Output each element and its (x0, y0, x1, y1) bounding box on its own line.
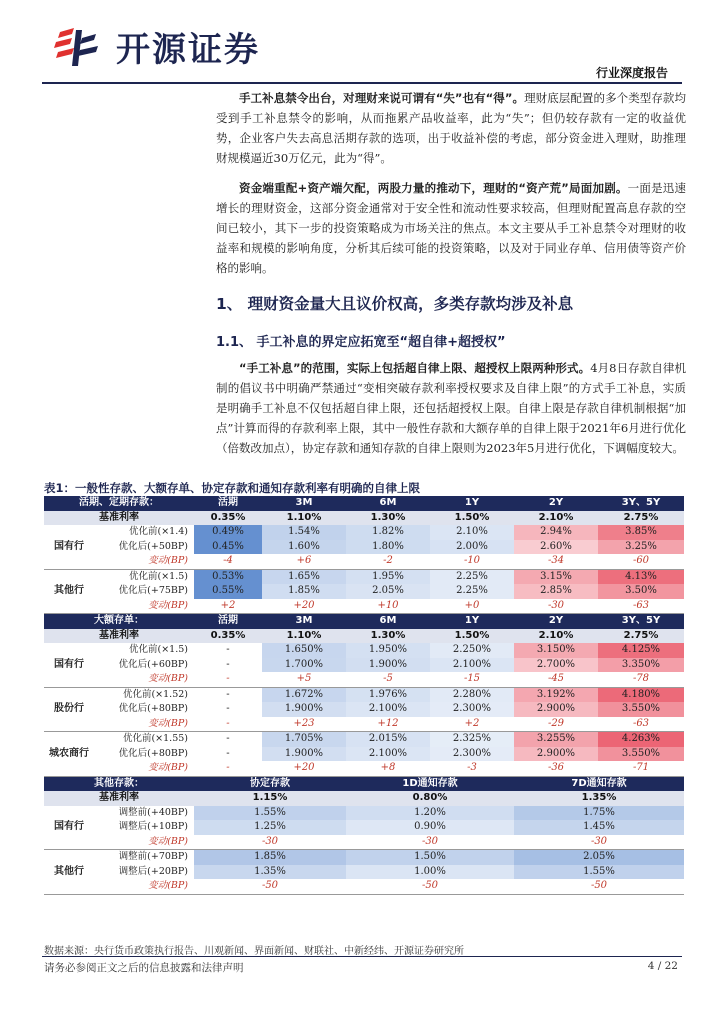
row-label-cell: 优化前(×1.52) (122, 688, 188, 700)
base-rate-cell: 1.10% (262, 629, 346, 644)
rate-cell: -50 (346, 879, 514, 894)
bank-type-cell: 其他行 (44, 850, 94, 895)
base-rate-cell: 1.50% (430, 629, 514, 644)
rate-cell: -45 (514, 672, 598, 687)
rate-table-grid (44, 496, 684, 895)
rate-cell: 2.25% (430, 584, 514, 599)
base-rate-cell: 1.30% (346, 629, 430, 644)
row-label-cell: 优化前(×1.55) (122, 733, 188, 744)
table-header-cell: 1D通知存款 (346, 776, 514, 791)
rate-table (44, 496, 684, 895)
bank-type-cell: 股份行 (44, 687, 94, 732)
rate-cell: -15 (430, 672, 514, 687)
rate-cell: 1.45% (514, 820, 684, 835)
rate-cell: -63 (598, 599, 684, 614)
base-rate-cell: 1.15% (194, 791, 346, 806)
rate-cell: 1.95% (346, 569, 430, 584)
table-header-cell: 1Y (430, 496, 514, 511)
rate-cell: 3.350% (598, 658, 684, 673)
brand-logo (52, 22, 260, 71)
rate-cell: -4 (194, 554, 262, 569)
rate-cell: 2.10% (430, 525, 514, 540)
table-row (44, 643, 684, 658)
rate-cell: 1.900% (346, 658, 430, 673)
table-header-cell: 3Y、5Y (598, 614, 684, 629)
rate-cell: 1.950% (346, 643, 430, 658)
row-label-cell: 调整后(+10BP) (118, 821, 188, 832)
base-rate-cell: 0.35% (194, 629, 262, 644)
table-header-row (44, 614, 684, 629)
paragraph-2-text: 一面是迅速增长的理财资金，这部分资金通常对于安全性和流动性要求较高，但理财配置高息存款的空间已较小，其下一步的投资策略成为市场关注的焦点。本文主要从手工补息禁令对理财的收益率和规模的影响角度，分析其后续可能的投资策略，以及对于同业存单、信用债等资产价格的影响。 (216, 181, 687, 275)
rate-cell: - (194, 672, 262, 687)
data-source: 数据来源：央行货币政策执行报告、川观新闻、界面新闻、财联社、中新经纬、开源证券研究所 (44, 946, 464, 957)
paragraph-3-text: 4月8日存款自律机制的倡议书中明确严禁通过“变相突破存款利率授权要求及自律上限”的方式手工补息，实质是明确手工补息不仅包括超自律上限，还包括超授权上限。自律上限是存款自律机制根据“加点”计算而得的存款利率上限，其中一般性存款和大额存单的自律上限于2021年6月进行优化（倍数改加点），协定存款和通知存款的自律上限则为2023年5月进行优化，下调幅度较大。 (216, 361, 686, 455)
rate-cell: +20 (262, 599, 346, 614)
row-label-cell: 优化前(×1.5) (129, 570, 188, 582)
rate-cell: +2 (430, 717, 514, 732)
base-rate-row (44, 791, 684, 806)
paragraph-3-lead: “手工补息”的范围，实际上包括超自律上限、超授权上限两种形式。 (239, 361, 591, 375)
base-rate-label: 基准利率 (44, 511, 194, 526)
rate-cell: 2.325% (430, 732, 514, 747)
row-label-cell: 变动(BP) (94, 672, 194, 687)
paragraph-2 (216, 178, 686, 278)
base-rate-cell: 2.75% (598, 511, 684, 526)
rate-cell: -3 (430, 761, 514, 776)
rate-cell: 3.550% (598, 702, 684, 717)
rate-cell: -30 (514, 835, 684, 850)
base-rate-cell: 2.10% (514, 629, 598, 644)
table-row (44, 702, 684, 717)
rate-cell: 0.45% (194, 540, 262, 555)
table-header-cell: 活期 (194, 614, 262, 629)
rate-cell: 2.25% (430, 569, 514, 584)
rate-cell: 2.015% (346, 732, 430, 747)
row-label-cell: 优化后(+50BP) (118, 540, 188, 552)
row-label-cell: 优化前(×1.4) (129, 526, 188, 537)
rate-cell: 3.85% (598, 525, 684, 540)
table-row (44, 835, 684, 850)
row-label-cell: 变动(BP) (94, 879, 194, 894)
rate-cell: - (194, 761, 262, 776)
rate-cell: 1.25% (194, 820, 346, 835)
rate-cell: -30 (346, 835, 514, 850)
row-label-cell: 优化后(+80BP) (118, 703, 188, 714)
table-header-cell: 6M (346, 614, 430, 629)
table-row (44, 879, 684, 894)
main-text (216, 88, 686, 468)
rate-cell: 2.00% (430, 540, 514, 555)
rate-cell: -36 (514, 761, 598, 776)
table-row (44, 672, 684, 687)
rate-cell: 1.00% (346, 865, 514, 880)
rate-cell: 1.35% (194, 865, 346, 880)
rate-cell: +10 (346, 599, 430, 614)
rate-cell: - (194, 717, 262, 732)
rate-cell: 3.25% (598, 540, 684, 555)
rate-cell: 1.54% (262, 525, 346, 540)
rate-cell: 1.85% (262, 584, 346, 599)
rate-cell: -50 (194, 879, 346, 894)
paragraph-1-lead: 手工补息禁令出台，对理财来说可谓有“失”也有“得”。 (239, 91, 525, 105)
rate-cell: 2.94% (514, 525, 598, 540)
rate-cell: -78 (598, 672, 684, 687)
rate-cell: 1.20% (346, 806, 514, 821)
table-header-cell: 2Y (514, 496, 598, 511)
base-rate-cell: 2.10% (514, 511, 598, 526)
base-rate-label: 基准利率 (44, 629, 194, 644)
table-row (44, 865, 684, 880)
table-row (44, 569, 684, 584)
rate-cell: 2.100% (346, 747, 430, 762)
rate-cell: 2.700% (514, 658, 598, 673)
table-row (44, 806, 684, 821)
rate-cell: -50 (514, 879, 684, 894)
row-label-cell: 变动(BP) (94, 761, 194, 776)
rate-cell: - (226, 733, 230, 744)
rate-cell: -30 (514, 599, 598, 614)
rate-cell: - (226, 658, 230, 670)
rate-cell: 3.550% (598, 747, 684, 762)
bank-type-cell: 国有行 (44, 643, 94, 687)
base-rate-cell: 0.35% (194, 511, 262, 526)
table-row (44, 599, 684, 614)
rate-cell: 4.125% (598, 643, 684, 658)
base-rate-cell: 2.75% (598, 629, 684, 644)
page-number: 4 / 22 (647, 960, 678, 972)
rate-cell: -10 (430, 554, 514, 569)
rate-cell: - (226, 747, 230, 759)
rate-cell: 2.900% (514, 747, 598, 762)
table-header-cell: 3M (262, 496, 346, 511)
table-title: 表1：一般性存款、大额存单、协定存款和通知存款利率有明确的自律上限 (44, 481, 420, 495)
rate-cell: 0.53% (194, 569, 262, 584)
rate-cell: 1.60% (262, 540, 346, 555)
rate-cell: 2.280% (430, 687, 514, 702)
rate-cell: 0.90% (346, 820, 514, 835)
base-rate-cell: 1.10% (262, 511, 346, 526)
table-header-cell: 3M (262, 614, 346, 629)
row-label-cell: 变动(BP) (94, 835, 194, 850)
rate-cell: 2.85% (514, 584, 598, 599)
rate-cell: 2.300% (430, 747, 514, 762)
paragraph-2-lead: 资金端重配+资产端欠配，两股力量的推动下，理财的“资产荒”局面加剧。 (239, 181, 628, 195)
bank-type-cell: 城农商行 (44, 732, 94, 777)
section-heading-1: 1、 理财资金量大且议价权高，多类存款均涉及补息 (216, 295, 574, 313)
base-rate-row (44, 629, 684, 644)
rate-cell: 1.80% (346, 540, 430, 555)
rate-cell: 1.900% (262, 702, 346, 717)
rate-cell: +0 (430, 599, 514, 614)
row-label-cell: 优化后(+60BP) (118, 658, 188, 670)
rate-cell: +23 (262, 717, 346, 732)
table-row (44, 540, 684, 555)
rate-cell: 2.300% (430, 702, 514, 717)
table-row (44, 658, 684, 673)
row-label-cell: 变动(BP) (94, 717, 194, 732)
table-header-cell: 7D通知存款 (514, 776, 684, 791)
bank-type-cell: 国有行 (44, 525, 94, 569)
rate-cell: -2 (346, 554, 430, 569)
table-header-row (44, 496, 684, 511)
brand-logo-icon (52, 24, 110, 70)
rate-cell: -34 (514, 554, 598, 569)
rate-cell: +12 (346, 717, 430, 732)
rate-cell: 1.55% (194, 806, 346, 821)
table-header-cell: 其他存款： (44, 776, 194, 791)
rate-cell: +5 (262, 672, 346, 687)
rate-cell: 4.13% (598, 569, 684, 584)
rate-cell: 2.60% (514, 540, 598, 555)
rate-cell: 4.180% (598, 687, 684, 702)
rate-cell: - (226, 703, 230, 714)
rate-cell: 2.100% (346, 702, 430, 717)
table-header-cell: 2Y (514, 614, 598, 629)
rate-cell: 3.15% (514, 569, 598, 584)
rate-cell: +6 (262, 554, 346, 569)
base-rate-cell: 1.50% (430, 511, 514, 526)
paragraph-1-text: 理财底层配置的多个类型存款均受到手工补息禁令的影响，从而拖累产品收益率，此为“失”；但仍较存款有一定的收益优势，企业客户失去高息活期存款的选项，出于收益补偿的考虑，部分资金进入理财，助推理财规模逼近30万亿元，此为“得”。 (216, 91, 686, 165)
table-header-cell: 活期、定期存款： (44, 496, 194, 511)
rate-cell: - (226, 688, 230, 700)
rate-cell: 1.82% (346, 525, 430, 540)
table-header-cell: 6M (346, 496, 430, 511)
table-header-cell: 协定存款 (194, 776, 346, 791)
rate-cell: 1.65% (262, 569, 346, 584)
table-row (44, 732, 684, 747)
row-label-cell: 优化前(×1.5) (129, 644, 188, 655)
page-header (0, 0, 724, 80)
rate-cell: 1.672% (262, 687, 346, 702)
row-label-cell: 优化后(+75BP) (118, 585, 188, 596)
paragraph-3 (216, 358, 686, 458)
rate-cell: 2.900% (514, 702, 598, 717)
rate-cell: 1.75% (514, 806, 684, 821)
section-heading-1-1: 1.1、 手工补息的界定应拓宽至“超自律+超授权” (216, 335, 506, 350)
row-label-cell: 优化后(+80BP) (118, 747, 188, 759)
footer-disclaimer: 请务必参阅正文之后的信息披露和法律声明 (44, 962, 244, 974)
rate-cell: -30 (194, 835, 346, 850)
base-rate-cell: 1.30% (346, 511, 430, 526)
rate-cell: 2.250% (430, 643, 514, 658)
base-rate-row (44, 511, 684, 526)
row-label-cell: 变动(BP) (94, 554, 194, 569)
base-rate-label: 基准利率 (44, 791, 194, 806)
table-row (44, 820, 684, 835)
rate-cell: 2.100% (430, 658, 514, 673)
rate-cell: -71 (598, 761, 684, 776)
rate-cell: +2 (194, 599, 262, 614)
rate-cell: 2.05% (514, 850, 684, 865)
rate-cell: 1.705% (262, 732, 346, 747)
row-label-cell: 变动(BP) (94, 599, 194, 614)
table-header-cell: 大额存单： (44, 614, 194, 629)
rate-cell: 3.192% (514, 687, 598, 702)
table-header-row (44, 776, 684, 791)
bank-type-cell: 其他行 (44, 569, 94, 614)
rate-cell: - (226, 644, 230, 655)
rate-cell: 1.55% (514, 865, 684, 880)
row-label-cell: 调整后(+20BP) (118, 865, 188, 877)
table-header-cell: 1Y (430, 614, 514, 629)
row-label-cell: 调整前(+40BP) (118, 806, 188, 818)
rate-cell: 3.255% (514, 732, 598, 747)
rate-cell: 1.700% (262, 658, 346, 673)
rate-cell: 1.976% (346, 687, 430, 702)
rate-cell: -5 (346, 672, 430, 687)
bank-type-cell: 国有行 (44, 806, 94, 850)
rate-cell: 1.650% (262, 643, 346, 658)
table-row (44, 687, 684, 702)
table-row (44, 717, 684, 732)
brand-name: 开源证券 (116, 30, 260, 70)
rate-cell: 0.49% (194, 525, 262, 540)
rate-cell: 0.55% (194, 584, 262, 599)
rate-cell: 1.50% (346, 850, 514, 865)
table-header-cell: 活期 (194, 496, 262, 511)
table-row (44, 761, 684, 776)
paragraph-1 (216, 88, 686, 168)
base-rate-cell: 0.80% (346, 791, 514, 806)
rate-cell: 3.150% (514, 643, 598, 658)
base-rate-cell: 1.35% (514, 791, 684, 806)
table-row (44, 584, 684, 599)
rate-cell: -63 (598, 717, 684, 732)
table-row (44, 525, 684, 540)
rate-cell: -29 (514, 717, 598, 732)
rate-cell: 1.85% (194, 850, 346, 865)
rate-cell: +8 (346, 761, 430, 776)
rate-cell: 2.05% (346, 584, 430, 599)
table-header-cell: 3Y、5Y (598, 496, 684, 511)
footer-divider (42, 956, 682, 957)
table-row (44, 554, 684, 569)
rate-cell: +20 (262, 761, 346, 776)
rate-cell: 1.900% (262, 747, 346, 762)
rate-cell: 4.263% (598, 732, 684, 747)
table-row (44, 850, 684, 865)
rate-cell: 3.50% (598, 584, 684, 599)
rate-cell: -60 (598, 554, 684, 569)
table-row (44, 747, 684, 762)
header-divider (42, 82, 682, 84)
report-type-label: 行业深度报告 (595, 66, 668, 80)
row-label-cell: 调整前(+70BP) (118, 851, 188, 862)
